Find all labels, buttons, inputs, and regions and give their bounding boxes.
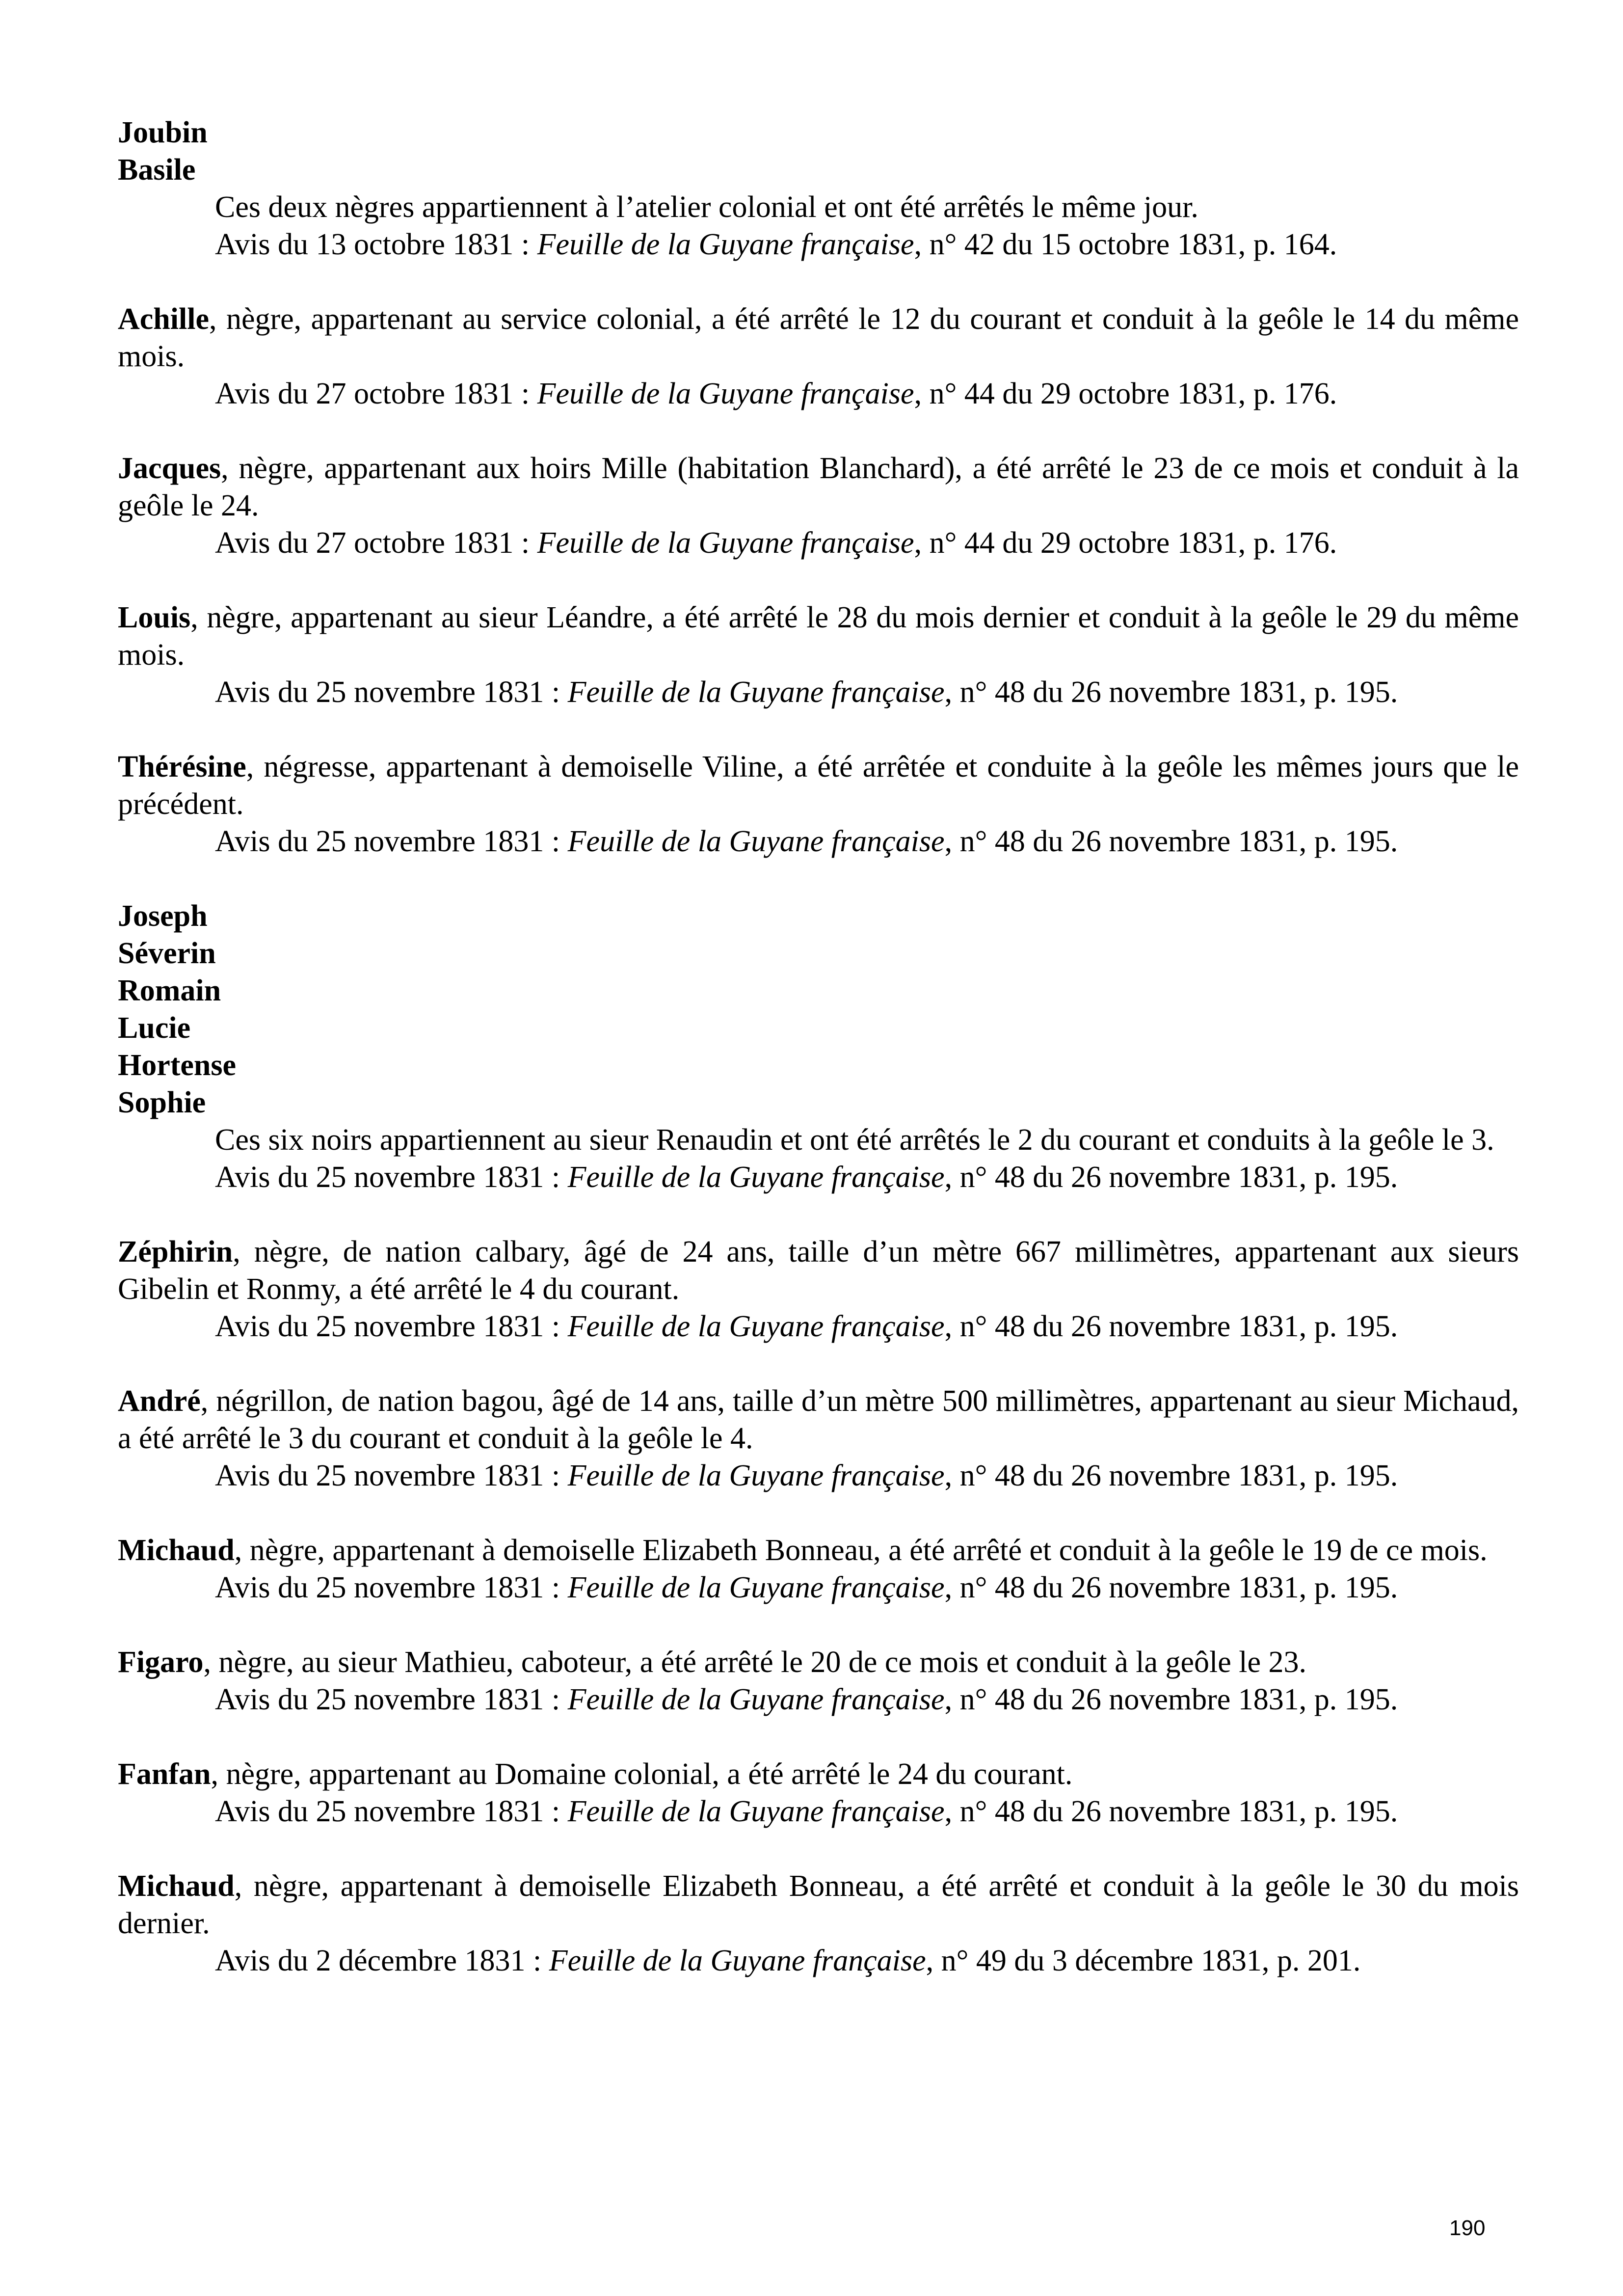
entry-name: André [118,1384,201,1418]
entry-description: André, négrillon, de nation bagou, âgé de 14 ans, taille d’un mètre 500 millimètres, appartenant au sieur Michaud, a été arrêté le 3 du courant et conduit à la geôle le 4. [118,1384,1519,1455]
journal-title: Feuille de la Guyane française [567,1310,945,1343]
entry-description: Louis, nègre, appartenant au sieur Léandre, a été arrêté le 28 du mois dernier et conduit à la geôle le 29 du même mois. [118,601,1519,672]
entry-citation: Avis du 25 novembre 1831 : Feuille de la Guyane française, n° 48 du 26 novembre 1831, p. 195. [215,1161,1398,1194]
journal-title: Feuille de la Guyane française [567,1459,945,1492]
journal-title: Feuille de la Guyane française [537,526,914,560]
entry-louis [118,599,1519,711]
page-number: 190 [1449,2216,1486,2240]
entry-name: Sophie [118,1086,206,1119]
entry-citation: Avis du 25 novembre 1831 : Feuille de la Guyane française, n° 48 du 26 novembre 1831, p. 195. [215,1795,1398,1828]
entry-name: Zéphirin [118,1235,233,1269]
entry-name: Louis [118,601,191,634]
entry-michaud-2 [118,1867,1519,1979]
entry-name: Jacques [118,452,221,485]
journal-title: Feuille de la Guyane française [567,1683,945,1716]
journal-title: Feuille de la Guyane française [537,228,914,261]
entry-name: Michaud [118,1869,235,1903]
entry-jacques [118,450,1519,562]
entry-zephirin [118,1233,1519,1345]
entry-description: Ces deux nègres appartiennent à l’atelier colonial et ont été arrêtés le même jour. [215,190,1198,224]
entry-citation: Avis du 13 octobre 1831 : Feuille de la Guyane française, n° 42 du 15 octobre 1831, p. 164. [215,228,1337,261]
entry-name: Joubin [118,116,208,149]
entry-description: Jacques, nègre, appartenant aux hoirs Mille (habitation Blanchard), a été arrêté le 23 de ce mois et conduit à la geôle le 24. [118,452,1519,522]
entry-citation: Avis du 25 novembre 1831 : Feuille de la Guyane française, n° 48 du 26 novembre 1831, p. 195. [215,1310,1398,1343]
entry-citation: Avis du 25 novembre 1831 : Feuille de la Guyane française, n° 48 du 26 novembre 1831, p. 195. [215,1459,1398,1492]
entry-name: Romain [118,974,221,1007]
entry-name: Michaud [118,1534,235,1567]
entry-name: Joseph [118,899,208,933]
journal-title: Feuille de la Guyane française [567,1571,945,1604]
entry-citation: Avis du 27 octobre 1831 : Feuille de la Guyane française, n° 44 du 29 octobre 1831, p. 176. [215,526,1337,560]
entry-achille [118,300,1519,412]
entry-michaud-1 [118,1532,1519,1606]
entry-theresine [118,748,1519,860]
entry-figaro [118,1644,1519,1718]
entry-joubin-basile [118,114,1519,263]
journal-title: Feuille de la Guyane française [537,377,914,410]
entry-name: Achille [118,302,209,336]
entry-citation: Avis du 25 novembre 1831 : Feuille de la Guyane française, n° 48 du 26 novembre 1831, p. 195. [215,1683,1398,1716]
entry-description: Achille, nègre, appartenant au service colonial, a été arrêté le 12 du courant et conduit à la geôle le 14 du même mois. [118,302,1519,373]
entry-description: Figaro, nègre, au sieur Mathieu, caboteur, a été arrêté le 20 de ce mois et conduit à la geôle le 23. [118,1646,1306,1679]
entry-description: Michaud, nègre, appartenant à demoiselle Elizabeth Bonneau, a été arrêté et conduit à la geôle le 30 du mois dernier. [118,1869,1519,1940]
entry-andre [118,1382,1519,1494]
entry-name: Hortense [118,1049,237,1082]
entry-description: Zéphirin, nègre, de nation calbary, âgé de 24 ans, taille d’un mètre 667 millimètres, appartenant aux sieurs Gibelin et Ronmy, a été arrêté le 4 du courant. [118,1235,1519,1306]
entry-fanfan [118,1756,1519,1830]
document-body [118,114,1519,2017]
journal-title: Feuille de la Guyane française [567,825,945,858]
entry-citation: Avis du 25 novembre 1831 : Feuille de la Guyane française, n° 48 du 26 novembre 1831, p. 195. [215,1571,1398,1604]
entry-renaudin-group [118,897,1519,1196]
entry-description: Michaud, nègre, appartenant à demoiselle Elizabeth Bonneau, a été arrêté et conduit à la geôle le 19 de ce mois. [118,1534,1488,1567]
entry-description: Ces six noirs appartiennent au sieur Renaudin et ont été arrêtés le 2 du courant et conduits à la geôle le 3. [215,1123,1494,1157]
entry-name: Fanfan [118,1757,211,1791]
journal-title: Feuille de la Guyane française [567,1795,945,1828]
entry-name: Basile [118,153,196,187]
entry-description: Fanfan, nègre, appartenant au Domaine colonial, a été arrêté le 24 du courant. [118,1757,1073,1791]
journal-title: Feuille de la Guyane française [549,1944,926,1977]
entry-name: Lucie [118,1011,191,1045]
entry-description: Thérésine, négresse, appartenant à demoiselle Viline, a été arrêtée et conduite à la geôle les mêmes jours que le précédent. [118,750,1519,821]
entry-citation: Avis du 25 novembre 1831 : Feuille de la Guyane française, n° 48 du 26 novembre 1831, p. 195. [215,675,1398,709]
entry-citation: Avis du 2 décembre 1831 : Feuille de la Guyane française, n° 49 du 3 décembre 1831, p. 201. [215,1944,1361,1977]
entry-citation: Avis du 25 novembre 1831 : Feuille de la Guyane française, n° 48 du 26 novembre 1831, p. 195. [215,825,1398,858]
journal-title: Feuille de la Guyane française [567,1161,945,1194]
journal-title: Feuille de la Guyane française [567,675,945,709]
entry-name: Thérésine [118,750,246,783]
entry-citation: Avis du 27 octobre 1831 : Feuille de la Guyane française, n° 44 du 29 octobre 1831, p. 176. [215,377,1337,410]
entry-name: Figaro [118,1646,204,1679]
entry-name: Séverin [118,937,216,970]
